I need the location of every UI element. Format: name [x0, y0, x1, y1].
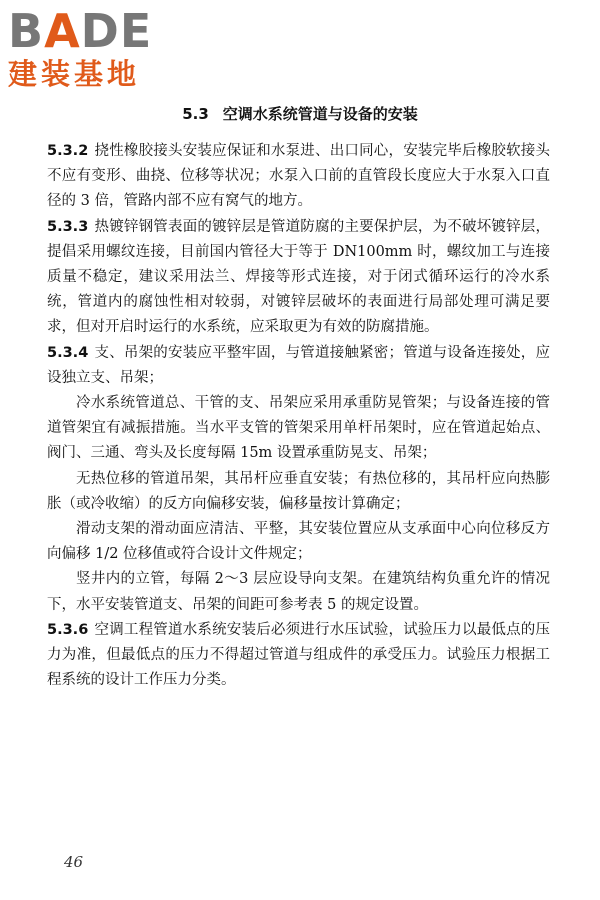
clause-text: 挠性橡胶接头安装应保证和水泵进、出口同心，安装完毕后橡胶软接头不应有变形、曲挠、位移等状况；水泵入口前的直管段长度应大于水泵入口直径的 3 倍，管路内部不应有窝气的地方。 [47, 143, 550, 210]
clause-5-3-2 [47, 139, 550, 215]
logo-letter-a: A [44, 4, 81, 58]
logo-letters-de: DE [80, 4, 153, 58]
clause-text: 空调工程管道水系统安装后必须进行水压试验，试验压力以最低点的压力为准，但最低点的压力不得超过管道与组成件的承受压力。试验压力根据工程系统的设计工作压力分类。 [47, 621, 550, 689]
clause-5-3-3 [47, 215, 550, 341]
paragraph-text: 滑动支架的滑动面应清洁、平整，其安装位置应从支承面中心向位移反方向偏移 1/2 位移值或符合设计文件规定； [47, 521, 550, 563]
page-number: 46 [64, 853, 84, 871]
bade-logo [8, 6, 178, 96]
clause-text: 热镀锌钢管表面的镀锌层是管道防腐的主要保护层，为不破坏镀锌层，提倡采用螺纹连接，目前国内管径大于等于 DN100mm 时，螺纹加工与连接质量不稳定，建议采用法兰、焊接等形式连接，对于闭式循环运行的冷水系统，管道内的腐蚀性相对较弱，对镀锌层破坏的表面进行局部处理可满足要求，但对开启时运行的水系统，应采取更为有效的防腐措施。 [47, 218, 550, 336]
body-text [47, 139, 550, 693]
paragraph-text: 无热位移的管道吊架，其吊杆应垂直安装；有热位移的，其吊杆应向热膨胀（或冷收缩）的反方向偏移安装，偏移量按计算确定； [47, 470, 550, 512]
paragraph-cold-water-supports [47, 391, 550, 467]
clause-number: 5.3.6 [47, 621, 89, 638]
logo-subtitle: 建装基地 [8, 57, 141, 91]
clause-text: 支、吊架的安装应平整牢固，与管道接触紧密；管道与设备连接处，应设独立支、吊架； [47, 344, 550, 386]
clause-number: 5.3.3 [47, 218, 89, 235]
paragraph-text: 冷水系统管道总、干管的支、吊架应采用承重防晃管架；与设备连接的管道管架宜有减振措施。当水平支管的管架采用单杆吊架时，应在管道起始点、阀门、三通、弯头及长度每隔 15m 设置承重防晃支、吊架； [47, 395, 550, 462]
section-title-text: 空调水系统管道与设备的安装 [222, 105, 418, 123]
section-heading [0, 104, 600, 124]
section-number: 5.3 [182, 105, 209, 123]
clause-5-3-4 [47, 341, 550, 391]
paragraph-text: 竖井内的立管，每隔 2～3 层应设导向支架。在建筑结构负重允许的情况下，水平安装管道支、吊架的间距可参考表 5 的规定设置。 [47, 571, 550, 613]
clause-number: 5.3.2 [47, 143, 89, 159]
clause-number: 5.3.4 [47, 344, 89, 361]
logo-wordmark [8, 6, 178, 56]
paragraph-sliding-support [47, 517, 550, 567]
paragraph-hanger-displacement [47, 467, 550, 517]
clause-5-3-6 [47, 618, 550, 694]
logo-letter-b: B [8, 4, 45, 58]
paragraph-riser-guide [47, 567, 550, 617]
